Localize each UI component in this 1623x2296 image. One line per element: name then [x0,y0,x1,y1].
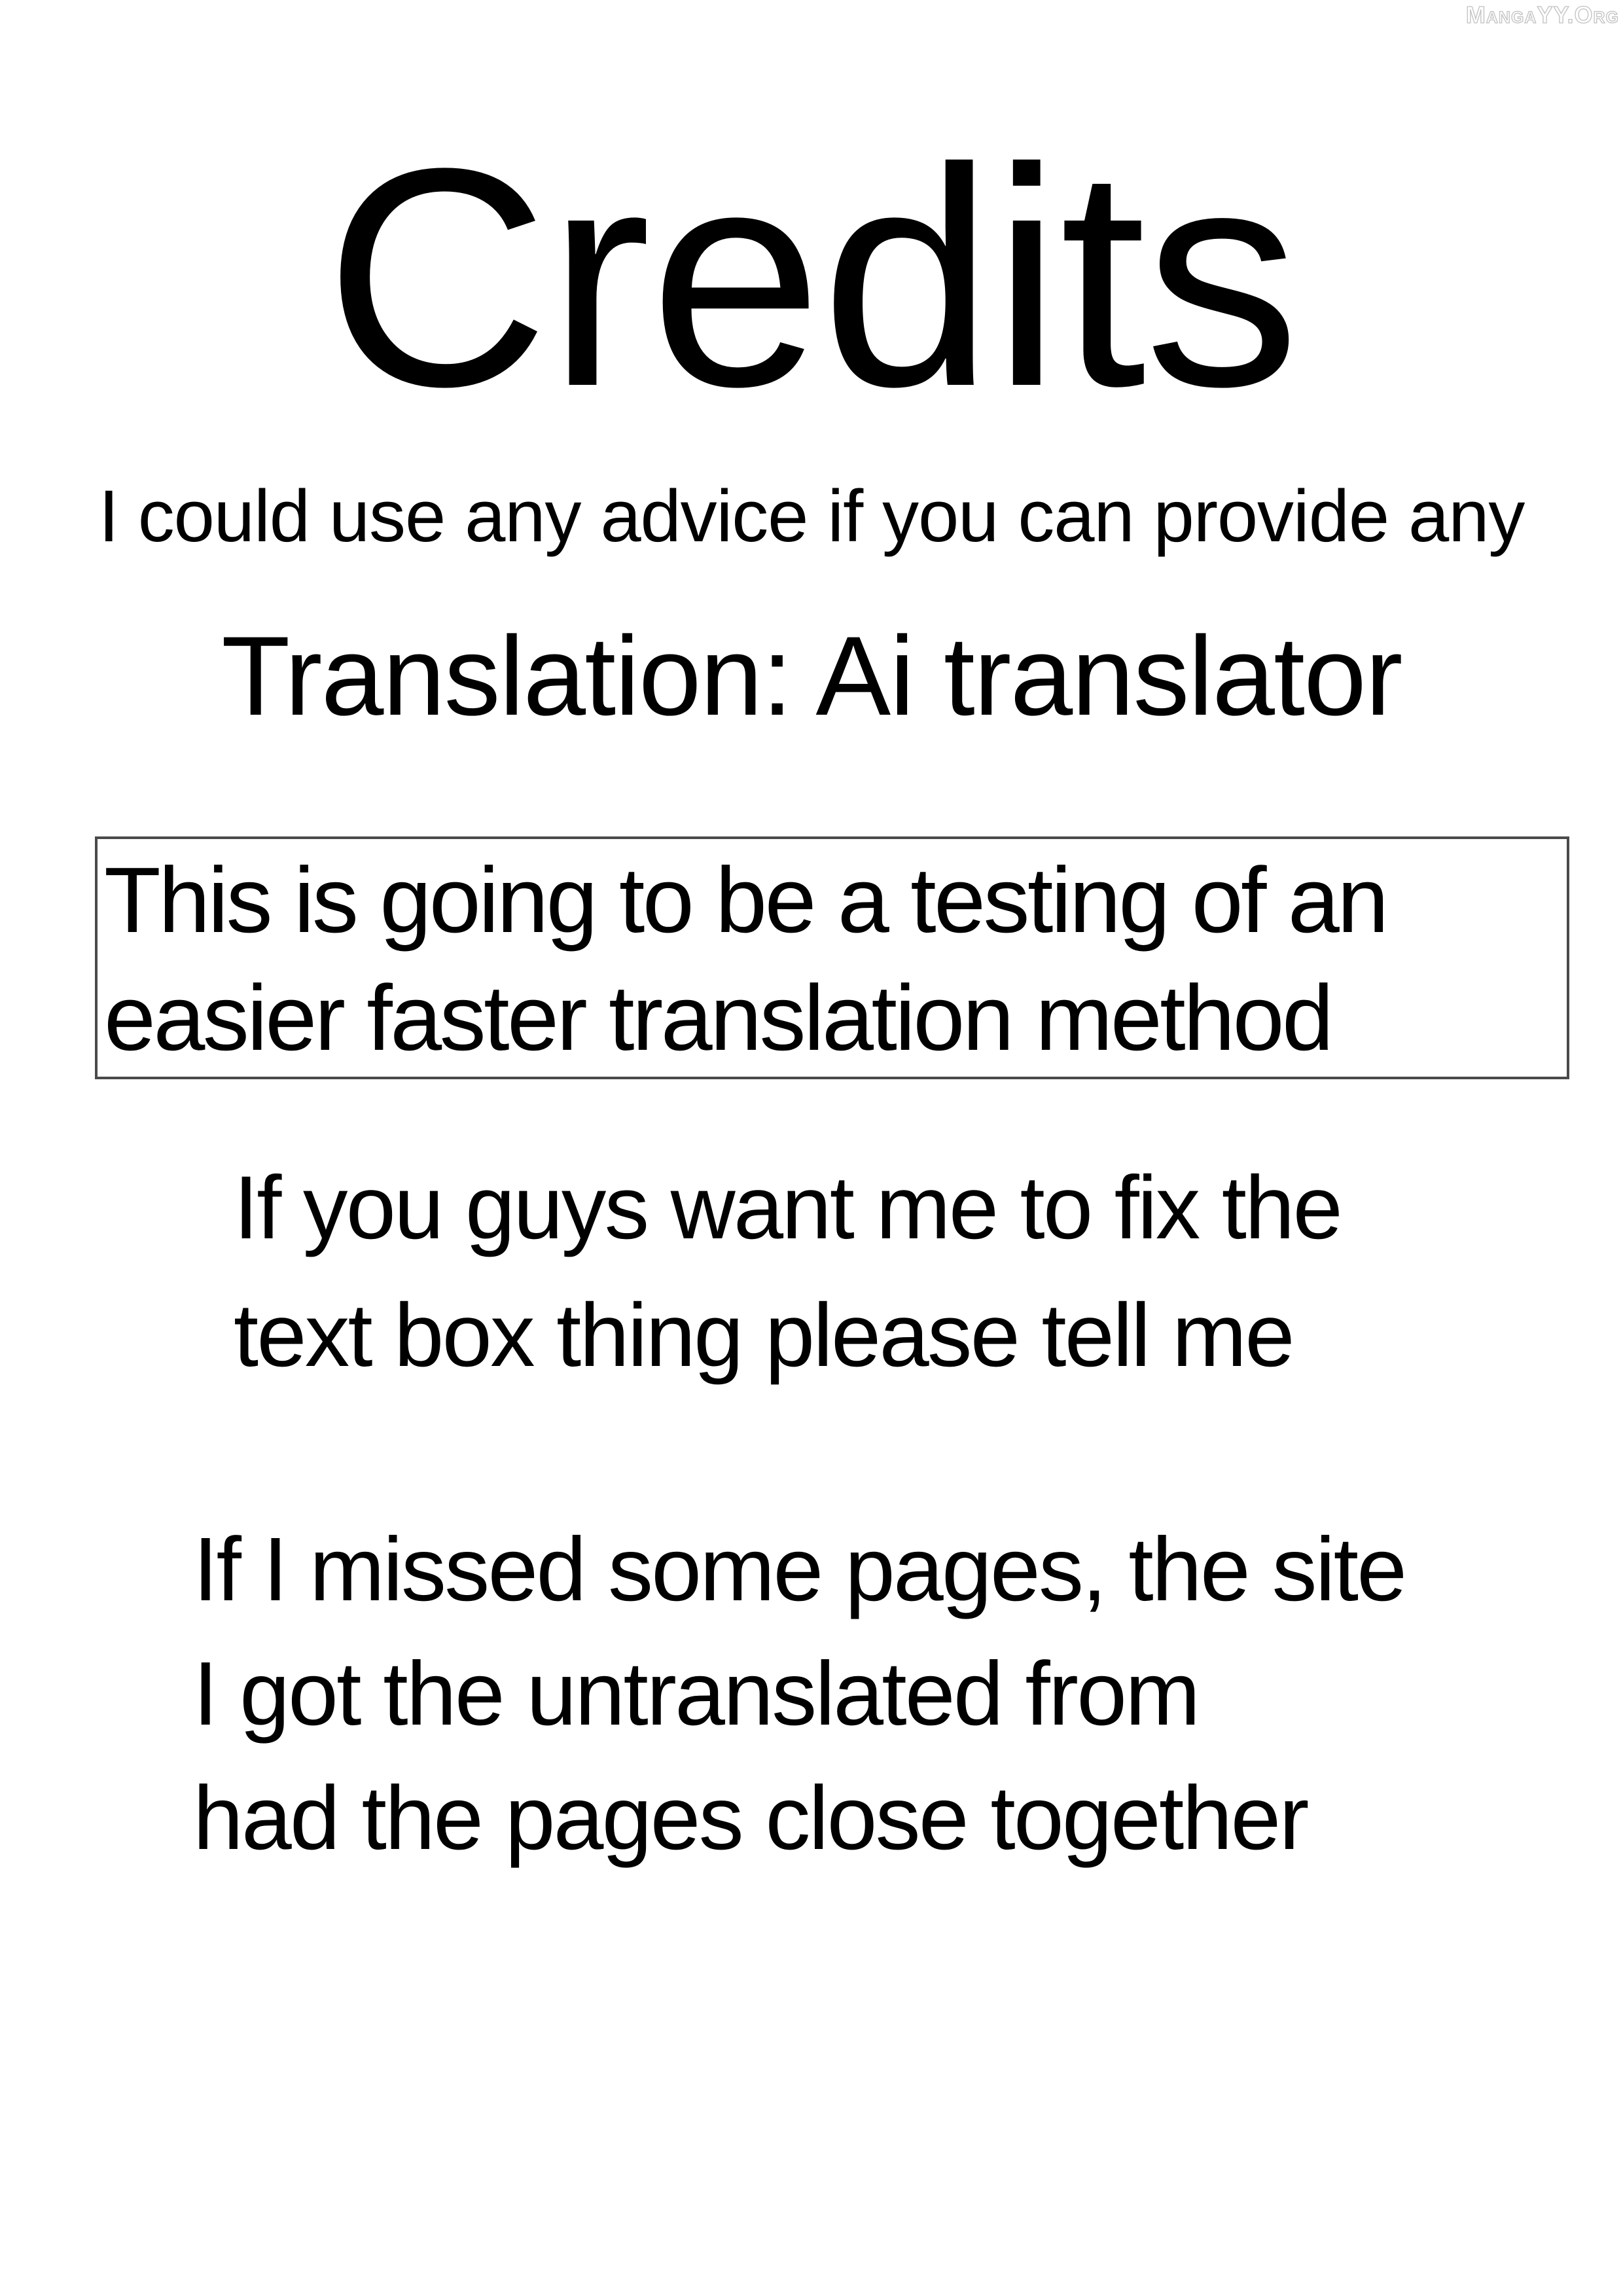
missed-pages-note-line-2: I got the untranslated from [193,1643,1199,1744]
textbox-fix-note-line-1: If you guys want me to fix the [234,1158,1342,1258]
textbox-fix-note-line-2: text box thing please tell me [234,1285,1293,1386]
missed-pages-note-line-1: If I missed some pages, the site [193,1519,1406,1620]
site-watermark: MangaYY.Org [1465,1,1619,28]
page-title: Credits [325,103,1298,451]
textbox-fix-note [234,1144,1341,1399]
advice-request-text: I could use any advice if you can provide any [98,475,1525,557]
note-box-line-2: easier faster translation method [104,966,1332,1070]
translation-credit-text: Translation: Ai translator [221,613,1402,739]
note-box-line-1: This is going to be a testing of an [104,848,1387,952]
missed-pages-note [193,1507,1405,1880]
missed-pages-note-line-3: had the pages close together [193,1768,1308,1869]
testing-method-note-box [95,836,1569,1079]
